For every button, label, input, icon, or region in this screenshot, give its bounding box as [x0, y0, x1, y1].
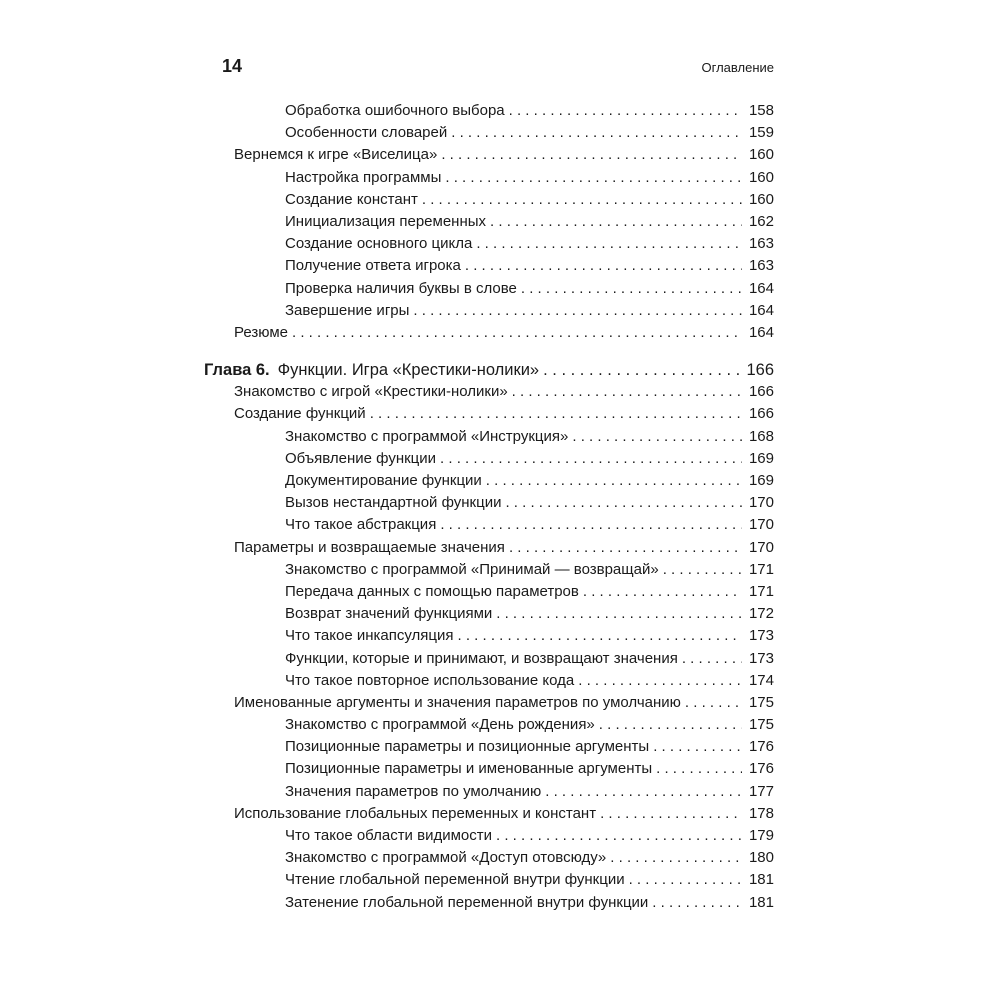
- toc-entry-page-number: 173: [745, 648, 774, 670]
- toc-entry-page-number: 179: [745, 825, 774, 847]
- toc-entry: [0, 278, 1000, 300]
- toc-entry-title: [285, 233, 476, 255]
- toc-entry-title: [285, 892, 652, 914]
- toc-entry: [0, 803, 1000, 825]
- toc-entry-title: [285, 869, 629, 891]
- toc-entry-title-text: Создание основного цикла: [285, 235, 473, 253]
- toc-entry-title-text: Документирование функции: [285, 472, 482, 489]
- toc-entry-leader-group: [285, 514, 742, 536]
- toc-entry-title-text: Вызов нестандартной функции: [285, 494, 502, 512]
- toc-entry-title: [285, 670, 578, 692]
- toc-entry-title: [285, 847, 610, 869]
- toc-entry-leader-group: [285, 781, 742, 803]
- toc-entry-leader-group: [285, 100, 742, 122]
- toc-entry-leader-group: [285, 211, 742, 233]
- toc-entry-title: [204, 359, 543, 381]
- dot-leader: [629, 869, 742, 891]
- toc-entry-title-text: Настройка программы: [285, 168, 442, 186]
- toc-entry-leader-group: [285, 492, 742, 514]
- toc-entry-page-number: 159: [745, 122, 774, 144]
- toc-entry-title-text: Затенение глобальной переменной внутри функции: [285, 893, 649, 911]
- dot-leader: [370, 403, 742, 425]
- toc-entry-title: [285, 167, 445, 189]
- toc-entry: [0, 381, 1000, 403]
- toc-entry-leader-group: [285, 736, 742, 758]
- toc-entry-leader-group: [285, 300, 742, 322]
- chapter-label: Глава 6.: [204, 361, 270, 380]
- toc-entry-title-text: Объявление функции: [285, 449, 437, 467]
- toc-entry-leader-group: [285, 167, 742, 189]
- toc-entry-leader-group: [285, 847, 742, 869]
- dot-leader: [465, 255, 742, 277]
- toc-entry-leader-group: [234, 692, 742, 714]
- toc-entry-page-number: 169: [745, 470, 774, 492]
- toc-entry-leader-group: [285, 122, 742, 144]
- toc-entry: [0, 300, 1000, 322]
- toc-entry: [0, 189, 1000, 211]
- dot-leader: [490, 211, 742, 233]
- dot-leader: [509, 537, 742, 559]
- toc-entry-leader-group: [285, 625, 742, 647]
- toc-entry-leader-group: [285, 869, 742, 891]
- toc-entry: [0, 322, 1000, 344]
- dot-leader: [505, 492, 742, 514]
- dot-leader: [545, 781, 742, 803]
- toc-entry-leader-group: [234, 803, 742, 825]
- toc-entry-leader-group: [285, 892, 742, 914]
- toc-entry-title: [285, 648, 682, 670]
- dot-leader: [521, 278, 742, 300]
- toc-entry: [0, 426, 1000, 448]
- toc-entry-page-number: 168: [745, 426, 774, 448]
- toc-entry: [0, 144, 1000, 166]
- toc-entry-title-text: Чтение глобальной переменной внутри функции: [285, 871, 625, 889]
- toc-entry: [0, 559, 1000, 581]
- toc-entry-page-number: 171: [745, 559, 774, 581]
- toc-entry: [0, 781, 1000, 803]
- toc-entry: [0, 255, 1000, 277]
- toc-entry-page-number: 175: [745, 714, 774, 736]
- toc-entry-page-number: 164: [745, 322, 774, 344]
- toc-entry-page-number: 164: [745, 300, 774, 322]
- toc-entry: [0, 892, 1000, 914]
- toc-entry: [0, 581, 1000, 603]
- toc-entry-title-text: Использование глобальных переменных и констант: [234, 804, 597, 822]
- dot-leader: [652, 892, 742, 914]
- toc-entry-title: [285, 122, 451, 144]
- dot-leader: [599, 714, 742, 736]
- running-head: Оглавление: [701, 60, 774, 75]
- toc-entry-page-number: 158: [745, 100, 774, 122]
- toc-entry-title: [285, 211, 490, 233]
- table-of-contents: [0, 100, 1000, 914]
- toc-chapter-entry: [0, 359, 1000, 381]
- toc-entry-leader-group: [285, 278, 742, 300]
- toc-entry-title-text: Знакомство с программой «Принимай — возвращай»: [285, 560, 659, 578]
- toc-entry-title-text: Особенности словарей: [285, 124, 448, 142]
- toc-entry-leader-group: [285, 255, 742, 277]
- toc-entry-page-number: 160: [745, 167, 774, 189]
- dot-leader: [440, 514, 742, 536]
- toc-entry-leader-group: [285, 448, 742, 470]
- toc-entry-page-number: 163: [745, 233, 774, 255]
- dot-leader: [422, 189, 742, 211]
- toc-entry-page-number: 181: [745, 892, 774, 914]
- toc-entry-page-number: 166: [745, 381, 774, 403]
- toc-entry-leader-group: [285, 670, 742, 692]
- toc-entry: [0, 492, 1000, 514]
- toc-entry-page-number: 160: [745, 144, 774, 166]
- dot-leader: [572, 426, 742, 448]
- toc-entry-leader-group: [285, 603, 742, 625]
- toc-entry-title-text: Что такое области видимости: [285, 827, 492, 844]
- toc-entry-title: [234, 537, 509, 559]
- toc-entry-title: [234, 803, 600, 825]
- dot-leader: [543, 359, 742, 381]
- toc-entry-leader-group: [234, 403, 742, 425]
- toc-entry-title-text: Получение ответа игрока: [285, 257, 461, 275]
- dot-leader: [445, 167, 742, 189]
- toc-entry: [0, 648, 1000, 670]
- toc-entry-leader-group: [234, 381, 742, 403]
- toc-entry-title-text: Знакомство с программой «Инструкция»: [285, 427, 569, 445]
- toc-entry-title: [234, 144, 441, 166]
- dot-leader: [486, 470, 742, 492]
- toc-entry-title-text: Возврат значений функциями: [285, 605, 493, 623]
- toc-entry-title-text: Что такое абстракция: [285, 516, 437, 534]
- dot-leader: [610, 847, 742, 869]
- toc-entry-title: [285, 736, 653, 758]
- toc-entry-title: [234, 403, 370, 425]
- toc-entry: [0, 211, 1000, 233]
- toc-entry: [0, 869, 1000, 891]
- toc-entry-title-text: Создание констант: [285, 190, 418, 208]
- toc-entry-title-text: Обработка ошибочного выбора: [285, 102, 505, 119]
- toc-entry-title: [234, 692, 685, 714]
- toc-entry: [0, 736, 1000, 758]
- dot-leader: [656, 758, 742, 780]
- toc-entry-page-number: 174: [745, 670, 774, 692]
- toc-entry-leader-group: [285, 233, 742, 255]
- toc-entry: [0, 847, 1000, 869]
- toc-entry-page-number: 162: [745, 211, 774, 233]
- toc-entry-leader-group: [285, 470, 742, 492]
- toc-entry-page-number: 178: [745, 803, 774, 825]
- toc-entry-title-text: Знакомство с программой «Доступ отовсюду»: [285, 849, 607, 867]
- toc-entry-leader-group: [234, 322, 742, 344]
- toc-entry-page-number: 170: [745, 492, 774, 514]
- toc-entry-title: [234, 381, 512, 403]
- toc-entry-title-text: Передача данных с помощью параметров: [285, 582, 579, 600]
- dot-leader: [458, 625, 743, 647]
- toc-entry-title: [285, 100, 509, 122]
- toc-entry-leader-group: [285, 714, 742, 736]
- toc-entry: [0, 100, 1000, 122]
- toc-entry: [0, 603, 1000, 625]
- toc-entry-title-text: Функции, которые и принимают, и возвращают значения: [285, 649, 678, 667]
- toc-entry-title-text: Проверка наличия буквы в слове: [285, 279, 517, 297]
- toc-entry-title-text: Инициализация переменных: [285, 212, 487, 230]
- toc-entry: [0, 625, 1000, 647]
- toc-entry-page-number: 173: [745, 625, 774, 647]
- toc-entry: [0, 470, 1000, 492]
- dot-leader: [496, 603, 742, 625]
- toc-entry: [0, 514, 1000, 536]
- toc-entry: [0, 537, 1000, 559]
- toc-entry-title: [285, 300, 413, 322]
- toc-entry-leader-group: [285, 648, 742, 670]
- dot-leader: [496, 825, 742, 847]
- toc-entry-title: [285, 603, 496, 625]
- toc-entry-title: [285, 781, 545, 803]
- toc-entry-title-text: Завершение игры: [285, 301, 410, 319]
- toc-entry-title-text: Функции. Игра «Крестики-нолики»: [277, 361, 540, 380]
- toc-entry-leader-group: [285, 825, 742, 847]
- toc-entry-page-number: 172: [745, 603, 774, 625]
- toc-entry-title: [234, 322, 292, 344]
- toc-entry-page-number: 177: [745, 781, 774, 803]
- toc-entry: [0, 448, 1000, 470]
- toc-entry: [0, 167, 1000, 189]
- toc-entry-title: [285, 426, 572, 448]
- toc-entry-page-number: 176: [745, 736, 774, 758]
- dot-leader: [413, 300, 742, 322]
- toc-entry-title-text: Что такое повторное использование кода: [285, 671, 575, 689]
- toc-entry-page-number: 164: [745, 278, 774, 300]
- toc-entry-page-number: 170: [745, 537, 774, 559]
- toc-entry-leader-group: [204, 359, 742, 381]
- toc-entry: [0, 692, 1000, 714]
- toc-entry-page-number: 180: [745, 847, 774, 869]
- toc-entry-title-text: Резюме: [234, 323, 288, 341]
- toc-entry-title: [285, 714, 599, 736]
- toc-entry-page-number: 181: [745, 869, 774, 891]
- dot-leader: [441, 144, 742, 166]
- toc-entry-title: [285, 758, 656, 780]
- page-number: 14: [222, 56, 243, 76]
- toc-entry-page-number: 160: [745, 189, 774, 211]
- toc-entry: [0, 122, 1000, 144]
- toc-entry-leader-group: [234, 537, 742, 559]
- toc-entry-title-text: Знакомство с игрой «Крестики-нолики»: [234, 383, 508, 401]
- toc-entry-title-text: Значения параметров по умолчанию: [285, 782, 542, 800]
- toc-entry-title-text: Позиционные параметры и позиционные аргументы: [285, 738, 650, 756]
- toc-entry-title: [285, 492, 505, 514]
- toc-entry-page-number: 166: [742, 359, 774, 381]
- toc-entry-title-text: Что такое инкапсуляция: [285, 627, 454, 645]
- dot-leader: [600, 803, 742, 825]
- toc-entry-title: [285, 825, 496, 847]
- dot-leader: [682, 648, 742, 670]
- toc-entry-page-number: 176: [745, 758, 774, 780]
- toc-entry-page-number: 171: [745, 581, 774, 603]
- toc-entry-title: [285, 514, 440, 536]
- dot-leader: [292, 322, 742, 344]
- toc-entry-title-text: Создание функций: [234, 405, 366, 423]
- dot-leader: [583, 581, 742, 603]
- dot-leader: [476, 233, 742, 255]
- toc-entry-leader-group: [234, 144, 742, 166]
- toc-entry-page-number: 169: [745, 448, 774, 470]
- toc-entry-leader-group: [285, 758, 742, 780]
- dot-leader: [653, 736, 742, 758]
- toc-entry-title: [285, 470, 486, 492]
- toc-entry-page-number: 166: [745, 403, 774, 425]
- toc-entry: [0, 758, 1000, 780]
- toc-entry-leader-group: [285, 426, 742, 448]
- toc-entry-leader-group: [285, 189, 742, 211]
- toc-entry: [0, 670, 1000, 692]
- toc-entry-title-text: Вернемся к игре «Виселица»: [234, 146, 438, 164]
- toc-entry-title: [285, 559, 663, 581]
- toc-entry-page-number: 175: [745, 692, 774, 714]
- dot-leader: [663, 559, 742, 581]
- toc-entry-leader-group: [285, 581, 742, 603]
- toc-entry-leader-group: [285, 559, 742, 581]
- toc-entry-title-text: Позиционные параметры и именованные аргументы: [285, 760, 653, 778]
- dot-leader: [440, 448, 742, 470]
- dot-leader: [509, 100, 742, 122]
- toc-entry-title: [285, 278, 521, 300]
- toc-entry-page-number: 170: [745, 514, 774, 536]
- toc-entry: [0, 825, 1000, 847]
- toc-entry-page-number: 163: [745, 255, 774, 277]
- toc-entry-title-text: Именованные аргументы и значения параметров по умолчанию: [234, 693, 681, 711]
- dot-leader: [685, 692, 742, 714]
- toc-entry-title: [285, 625, 458, 647]
- dot-leader: [512, 381, 742, 403]
- toc-entry-title: [285, 255, 465, 277]
- toc-entry-title: [285, 448, 440, 470]
- dot-leader: [578, 670, 742, 692]
- toc-entry-title-text: Знакомство с программой «День рождения»: [285, 716, 595, 734]
- toc-entry: [0, 233, 1000, 255]
- toc-entry-title-text: Параметры и возвращаемые значения: [234, 538, 505, 556]
- toc-entry: [0, 714, 1000, 736]
- toc-entry-title: [285, 581, 583, 603]
- dot-leader: [451, 122, 742, 144]
- toc-entry: [0, 403, 1000, 425]
- toc-entry-title: [285, 189, 422, 211]
